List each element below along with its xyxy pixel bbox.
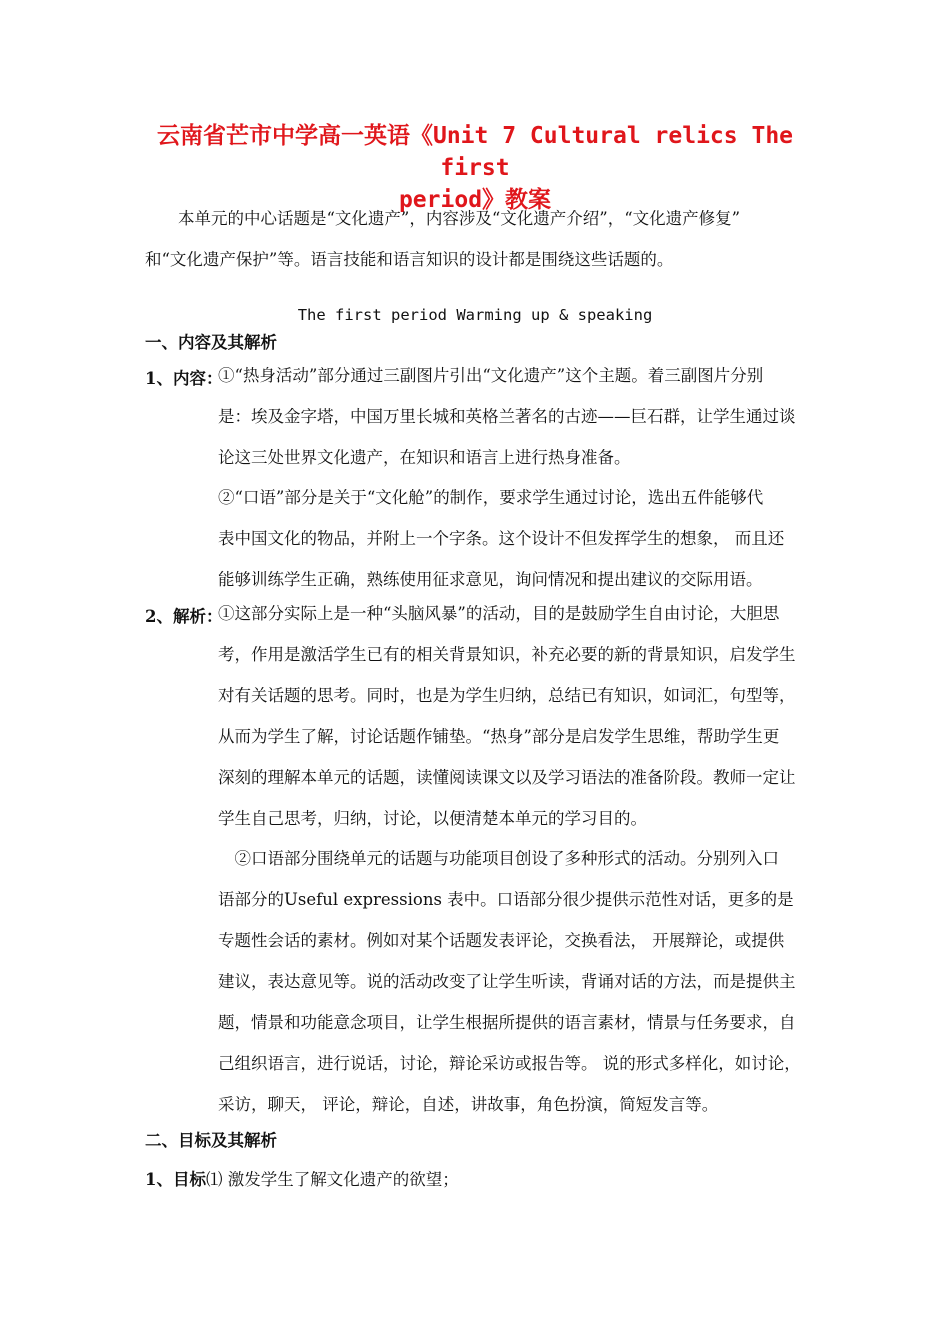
title-line-2: period》教案	[398, 186, 552, 213]
goal-text: ⑴ 激发学生了解文化遗产的欲望；	[205, 1170, 459, 1189]
label-analysis: 2、解析：	[145, 607, 223, 626]
text-line: 学生自己思考，归纳，讨论，以便清楚本单元的学习目的。	[218, 809, 647, 828]
text-line: 己组织语言，进行说话，讨论，辩论采访或报告等。 说的形式多样化，如讨论，	[218, 1054, 801, 1073]
text-line: ②口语部分围绕单元的话题与功能项目创设了多种形式的活动。分别列入口	[218, 849, 779, 868]
intro-paragraph-line-1: 本单元的中心话题是“文化遗产”，内容涉及“文化遗产介绍”，“文化遗产修复”	[178, 209, 741, 228]
text-line: 论这三处世界文化遗产，在知识和语言上进行热身准备。	[218, 448, 631, 467]
text-line: 考，作用是激活学生已有的相关背景知识，补充必要的新的背景知识，启发学生	[218, 645, 796, 664]
text-line: 深刻的理解本单元的话题，读懂阅读课文以及学习语法的准备阶段。教师一定让	[218, 768, 796, 787]
text-line: 从而为学生了解，讨论话题作铺垫。“热身”部分是启发学生思维，帮助学生更	[218, 727, 780, 746]
label-content: 1、内容：	[145, 369, 223, 388]
text-line: ②“口语”部分是关于“文化舱”的制作，要求学生通过讨论，选出五件能够代	[218, 488, 764, 507]
text-line: 对有关话题的思考。同时，也是为学生归纳，总结已有知识，如词汇，句型等，	[218, 686, 796, 705]
text-line: ①这部分实际上是一种“头脑风暴”的活动，目的是鼓励学生自由讨论，大胆思	[218, 604, 780, 623]
text-line: 专题性会话的素材。例如对某个话题发表评论，交换看法， 开展辩论，或提供	[218, 931, 785, 950]
text-line: 采访，聊天， 评论，辩论，自述，讲故事，角色扮演，简短发言等。	[218, 1095, 719, 1114]
text-line: 建议，表达意见等。说的活动改变了让学生听读，背诵对话的方法，而是提供主	[218, 972, 796, 991]
section-heading-content-analysis: 一、内容及其解析	[145, 333, 277, 352]
text-line: 能够训练学生正确，熟练使用征求意见，询问情况和提出建议的交际用语。	[218, 570, 763, 589]
intro-paragraph-line-2: 和“文化遗产保护”等。语言技能和语言知识的设计都是围绕这些话题的。	[145, 250, 674, 269]
text-line: ①“热身活动”部分通过三副图片引出“文化遗产”这个主题。着三副图片分别	[218, 366, 764, 385]
text-line: 表中国文化的物品，并附上一个字条。这个设计不但发挥学生的想象， 而且还	[218, 529, 785, 548]
analysis-paragraph-1	[218, 593, 796, 839]
content-paragraph-2	[218, 477, 784, 600]
title-line-1: 云南省芒市中学高一英语《Unit 7 Cultural relics The first	[156, 122, 794, 181]
content-paragraph-1	[218, 355, 796, 478]
text-line: 题，情景和功能意念项目，让学生根据所提供的语言素材，情景与任务要求，自	[218, 1013, 796, 1032]
analysis-paragraph-2	[218, 838, 801, 1125]
label-goal: 1、目标	[145, 1170, 206, 1189]
goal-line-1	[145, 1166, 459, 1190]
text-line: 是：埃及金字塔，中国万里长城和英格兰著名的古迹——巨石群，让学生通过谈	[218, 407, 796, 426]
text-line: 语部分的Useful expressions 表中。口语部分很少提供示范性对话，更多的是	[218, 890, 794, 909]
period-subtitle: The first period Warming up & speaking	[297, 306, 653, 324]
section-heading-goals-analysis: 二、目标及其解析	[145, 1131, 277, 1150]
document-title	[150, 120, 800, 216]
